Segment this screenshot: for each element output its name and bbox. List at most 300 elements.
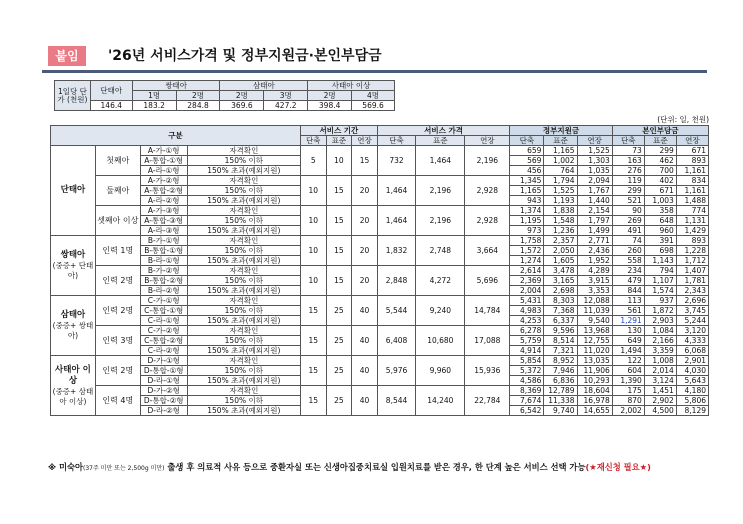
eligibility-criteria: 150% 초과(예외지원) bbox=[187, 226, 300, 236]
self-pay: 2,343 bbox=[676, 286, 708, 296]
gov-support: 2,357 bbox=[544, 236, 577, 246]
service-period: 25 bbox=[326, 296, 352, 326]
subcol: 2명 bbox=[220, 91, 264, 101]
service-period: 40 bbox=[352, 326, 378, 356]
eligibility-criteria: 자격확인 bbox=[187, 266, 300, 276]
self-pay: 3,745 bbox=[676, 306, 708, 316]
table-row bbox=[51, 296, 709, 306]
subhdr: 표준 bbox=[644, 136, 676, 146]
header-period: 서비스 기간 bbox=[300, 126, 377, 136]
service-period: 15 bbox=[300, 356, 326, 386]
eligibility-criteria: 150% 이하 bbox=[187, 366, 300, 376]
gov-support: 1,525 bbox=[544, 186, 577, 196]
gov-support: 1,525 bbox=[577, 146, 612, 156]
service-period: 15 bbox=[326, 206, 352, 236]
eligibility-criteria: 150% 이하 bbox=[187, 186, 300, 196]
gov-support: 4,289 bbox=[577, 266, 612, 276]
service-type: B-통합-②형 bbox=[140, 276, 187, 286]
service-type: C-라-①형 bbox=[140, 316, 187, 326]
table-row bbox=[51, 146, 709, 156]
gov-support: 16,978 bbox=[577, 396, 612, 406]
self-pay: 671 bbox=[676, 146, 708, 156]
self-pay: 2,014 bbox=[644, 366, 676, 376]
service-period: 20 bbox=[352, 176, 378, 206]
gov-support: 10,293 bbox=[577, 376, 612, 386]
self-pay: 649 bbox=[612, 336, 644, 346]
group-name: 사태아 이상 bbox=[55, 364, 91, 386]
self-pay: 269 bbox=[612, 216, 644, 226]
self-pay: 698 bbox=[644, 246, 676, 256]
subhdr: 단축 bbox=[510, 136, 544, 146]
gov-support: 6,278 bbox=[510, 326, 544, 336]
service-period: 15 bbox=[300, 386, 326, 416]
service-price: 22,784 bbox=[465, 386, 510, 416]
service-price: 2,196 bbox=[416, 206, 465, 236]
self-pay: 234 bbox=[612, 266, 644, 276]
self-pay: 5,244 bbox=[676, 316, 708, 326]
service-period: 15 bbox=[300, 326, 326, 356]
footnote-prefix: ※ 미숙아 bbox=[48, 462, 83, 472]
block-label: 셋째아 이상 bbox=[95, 206, 140, 236]
service-price: 2,196 bbox=[465, 146, 510, 176]
subcol: 2명 bbox=[308, 91, 352, 101]
gov-support: 4,586 bbox=[510, 376, 544, 386]
gov-support: 1,605 bbox=[544, 256, 577, 266]
gov-support: 2,369 bbox=[510, 276, 544, 286]
self-pay: 73 bbox=[612, 146, 644, 156]
block-label: 둘째아 bbox=[95, 176, 140, 206]
eligibility-criteria: 150% 초과(예외지원) bbox=[187, 406, 300, 416]
self-pay: 2,696 bbox=[676, 296, 708, 306]
self-pay: 700 bbox=[644, 166, 676, 176]
eligibility-criteria: 150% 이하 bbox=[187, 396, 300, 406]
group-label bbox=[51, 296, 96, 356]
service-type: C-가-①형 bbox=[140, 296, 187, 306]
gov-support: 2,436 bbox=[577, 246, 612, 256]
gov-support: 6,542 bbox=[510, 406, 544, 416]
daily-rate-label: 1일당 단가 (천원) bbox=[55, 81, 91, 111]
self-pay: 402 bbox=[644, 176, 676, 186]
gov-support: 1,035 bbox=[577, 166, 612, 176]
gov-support: 9,540 bbox=[577, 316, 612, 326]
service-type: B-라-①형 bbox=[140, 256, 187, 266]
service-type: A-라-③형 bbox=[140, 226, 187, 236]
service-type: D-통합-②형 bbox=[140, 396, 187, 406]
gov-support: 1,572 bbox=[510, 246, 544, 256]
self-pay: 1,429 bbox=[676, 226, 708, 236]
self-pay: 130 bbox=[612, 326, 644, 336]
self-pay: 1,712 bbox=[676, 256, 708, 266]
subhdr: 연장 bbox=[465, 136, 510, 146]
gov-support: 1,499 bbox=[577, 226, 612, 236]
gov-support: 8,514 bbox=[544, 336, 577, 346]
eligibility-criteria: 150% 초과(예외지원) bbox=[187, 316, 300, 326]
service-type: A-라-②형 bbox=[140, 196, 187, 206]
service-price: 1,832 bbox=[377, 236, 415, 266]
rate-value: 427.2 bbox=[264, 101, 308, 111]
self-pay: 1,228 bbox=[676, 246, 708, 256]
eligibility-criteria: 150% 초과(예외지원) bbox=[187, 346, 300, 356]
eligibility-criteria: 자격확인 bbox=[187, 386, 300, 396]
gov-support: 7,368 bbox=[544, 306, 577, 316]
service-type: D-가-②형 bbox=[140, 386, 187, 396]
rate-value: 369.6 bbox=[220, 101, 264, 111]
group-label bbox=[51, 236, 96, 296]
gov-support: 12,088 bbox=[577, 296, 612, 306]
service-price: 5,544 bbox=[377, 296, 415, 326]
self-pay: 6,068 bbox=[676, 346, 708, 356]
self-pay: 5,643 bbox=[676, 376, 708, 386]
self-pay: 2,166 bbox=[644, 336, 676, 346]
self-pay: 462 bbox=[644, 156, 676, 166]
self-pay: 1,451 bbox=[644, 386, 676, 396]
gov-support: 2,154 bbox=[577, 206, 612, 216]
gov-support: 1,797 bbox=[577, 216, 612, 226]
block-label: 인력 2명 bbox=[95, 356, 140, 386]
gov-support: 14,655 bbox=[577, 406, 612, 416]
self-pay: 1,407 bbox=[676, 266, 708, 276]
self-pay: 1,143 bbox=[644, 256, 676, 266]
self-pay: 1,084 bbox=[644, 326, 676, 336]
footnote-text: 출생 후 의료적 사유 등으로 중환자실 또는 신생아집중치료실 입원치료를 받은 경우, 한 단계 높은 서비스 선택 가능 bbox=[164, 462, 586, 472]
footnote-small: (37주 미만 또는 2,500g 미만) bbox=[83, 465, 165, 472]
header-gubun: 구분 bbox=[51, 126, 301, 146]
self-pay: 3,120 bbox=[676, 326, 708, 336]
service-price: 5,696 bbox=[465, 266, 510, 296]
service-type: B-통합-①형 bbox=[140, 246, 187, 256]
gov-support: 11,039 bbox=[577, 306, 612, 316]
gov-support: 1,548 bbox=[544, 216, 577, 226]
gov-support: 12,755 bbox=[577, 336, 612, 346]
self-pay: 175 bbox=[612, 386, 644, 396]
gov-support: 659 bbox=[510, 146, 544, 156]
self-pay: 479 bbox=[612, 276, 644, 286]
service-type: A-가-①형 bbox=[140, 146, 187, 156]
gov-support: 1,236 bbox=[544, 226, 577, 236]
footnote bbox=[48, 461, 651, 473]
footnote-reapply: (★재신청 필요★) bbox=[585, 462, 651, 472]
self-pay: 4,180 bbox=[676, 386, 708, 396]
group-sub: (중증+ 단태아) bbox=[52, 261, 94, 280]
service-period: 40 bbox=[352, 296, 378, 326]
service-price: 14,240 bbox=[416, 386, 465, 416]
group-name: 단태아 bbox=[60, 185, 86, 195]
self-pay: 163 bbox=[612, 156, 644, 166]
subhdr: 연장 bbox=[352, 136, 378, 146]
self-pay: 2,902 bbox=[644, 396, 676, 406]
service-period: 25 bbox=[326, 326, 352, 356]
gov-support: 3,165 bbox=[544, 276, 577, 286]
gov-support: 764 bbox=[544, 166, 577, 176]
header-self: 본인부담금 bbox=[612, 126, 708, 136]
subcol: 2명 bbox=[176, 91, 220, 101]
col-quads: 사태아 이상 bbox=[308, 81, 395, 91]
gov-support: 2,771 bbox=[577, 236, 612, 246]
service-type: A-통합-①형 bbox=[140, 156, 187, 166]
subhdr: 단축 bbox=[300, 136, 326, 146]
group-sub: (중증+ 쌍태아) bbox=[52, 321, 94, 340]
self-pay: 1,291 bbox=[612, 316, 644, 326]
self-pay: 4,333 bbox=[676, 336, 708, 346]
gov-support: 11,020 bbox=[577, 346, 612, 356]
self-pay: 794 bbox=[644, 266, 676, 276]
table-row bbox=[51, 356, 709, 366]
service-price: 2,748 bbox=[416, 236, 465, 266]
self-pay: 299 bbox=[612, 186, 644, 196]
self-pay: 604 bbox=[612, 366, 644, 376]
service-period: 5 bbox=[300, 146, 326, 176]
service-type: B-가-②형 bbox=[140, 266, 187, 276]
gov-support: 1,165 bbox=[510, 186, 544, 196]
service-type: C-통합-②형 bbox=[140, 336, 187, 346]
header-price: 서비스 가격 bbox=[377, 126, 509, 136]
gov-support: 8,952 bbox=[544, 356, 577, 366]
gov-support: 18,604 bbox=[577, 386, 612, 396]
self-pay: 521 bbox=[612, 196, 644, 206]
service-price: 2,196 bbox=[416, 176, 465, 206]
service-price: 14,784 bbox=[465, 296, 510, 326]
subhdr: 연장 bbox=[676, 136, 708, 146]
gov-support: 3,353 bbox=[577, 286, 612, 296]
service-type: D-가-①형 bbox=[140, 356, 187, 366]
gov-support: 7,674 bbox=[510, 396, 544, 406]
self-pay: 1,390 bbox=[612, 376, 644, 386]
eligibility-criteria: 150% 초과(예외지원) bbox=[187, 376, 300, 386]
gov-support: 1,002 bbox=[544, 156, 577, 166]
eligibility-criteria: 150% 초과(예외지원) bbox=[187, 166, 300, 176]
self-pay: 1,494 bbox=[612, 346, 644, 356]
gov-support: 1,274 bbox=[510, 256, 544, 266]
gov-support: 943 bbox=[510, 196, 544, 206]
self-pay: 358 bbox=[644, 206, 676, 216]
gov-support: 2,698 bbox=[544, 286, 577, 296]
service-price: 2,928 bbox=[465, 206, 510, 236]
service-price: 17,088 bbox=[465, 326, 510, 356]
gov-support: 6,337 bbox=[544, 316, 577, 326]
group-name: 삼태아 bbox=[60, 310, 86, 320]
rate-value: 146.4 bbox=[90, 101, 132, 111]
service-period: 15 bbox=[300, 296, 326, 326]
self-pay: 893 bbox=[676, 156, 708, 166]
gov-support: 7,321 bbox=[544, 346, 577, 356]
self-pay: 3,124 bbox=[644, 376, 676, 386]
service-period: 15 bbox=[326, 176, 352, 206]
service-period: 15 bbox=[326, 266, 352, 296]
eligibility-criteria: 150% 이하 bbox=[187, 246, 300, 256]
service-type: A-통합-③형 bbox=[140, 216, 187, 226]
service-type: D-라-①형 bbox=[140, 376, 187, 386]
subcol: 1명 bbox=[132, 91, 176, 101]
subhdr: 표준 bbox=[544, 136, 577, 146]
self-pay: 834 bbox=[676, 176, 708, 186]
self-pay: 119 bbox=[612, 176, 644, 186]
page-title: '26년 서비스가격 및 정부지원금·본인부담금 bbox=[108, 48, 382, 64]
gov-support: 7,946 bbox=[544, 366, 577, 376]
eligibility-criteria: 자격확인 bbox=[187, 236, 300, 246]
service-type: A-가-②형 bbox=[140, 176, 187, 186]
self-pay: 491 bbox=[612, 226, 644, 236]
rate-value: 183.2 bbox=[132, 101, 176, 111]
block-label: 첫째아 bbox=[95, 146, 140, 176]
self-pay: 1,003 bbox=[644, 196, 676, 206]
header-gov: 정부지원금 bbox=[510, 126, 613, 136]
service-price: 9,240 bbox=[416, 296, 465, 326]
gov-support: 569 bbox=[510, 156, 544, 166]
self-pay: 1,488 bbox=[676, 196, 708, 206]
self-pay: 870 bbox=[612, 396, 644, 406]
service-type: C-통합-①형 bbox=[140, 306, 187, 316]
gov-support: 1,193 bbox=[544, 196, 577, 206]
gov-support: 2,094 bbox=[577, 176, 612, 186]
service-price: 6,408 bbox=[377, 326, 415, 356]
service-price: 1,464 bbox=[377, 206, 415, 236]
service-type: D-통합-①형 bbox=[140, 366, 187, 376]
self-pay: 1,574 bbox=[644, 286, 676, 296]
self-pay: 74 bbox=[612, 236, 644, 246]
table-row bbox=[51, 176, 709, 186]
self-pay: 113 bbox=[612, 296, 644, 306]
service-period: 25 bbox=[326, 386, 352, 416]
service-type: C-가-②형 bbox=[140, 326, 187, 336]
eligibility-criteria: 150% 이하 bbox=[187, 306, 300, 316]
gov-support: 5,759 bbox=[510, 336, 544, 346]
gov-support: 5,372 bbox=[510, 366, 544, 376]
service-period: 20 bbox=[352, 266, 378, 296]
self-pay: 391 bbox=[644, 236, 676, 246]
service-price: 732 bbox=[377, 146, 415, 176]
gov-support: 1,838 bbox=[544, 206, 577, 216]
service-period: 40 bbox=[352, 356, 378, 386]
block-label: 인력 2명 bbox=[95, 266, 140, 296]
gov-support: 1,165 bbox=[544, 146, 577, 156]
gov-support: 1,374 bbox=[510, 206, 544, 216]
eligibility-criteria: 150% 초과(예외지원) bbox=[187, 256, 300, 266]
self-pay: 558 bbox=[612, 256, 644, 266]
service-price: 2,848 bbox=[377, 266, 415, 296]
service-price: 15,936 bbox=[465, 356, 510, 386]
service-price: 3,664 bbox=[465, 236, 510, 266]
attachment-badge: 붙임 bbox=[48, 46, 86, 66]
block-label: 인력 1명 bbox=[95, 236, 140, 266]
service-period: 15 bbox=[326, 236, 352, 266]
subhdr: 표준 bbox=[326, 136, 352, 146]
self-pay: 1,161 bbox=[676, 166, 708, 176]
rate-value: 398.4 bbox=[308, 101, 352, 111]
gov-support: 13,035 bbox=[577, 356, 612, 366]
service-period: 15 bbox=[352, 146, 378, 176]
gov-support: 1,195 bbox=[510, 216, 544, 226]
gov-support: 11,338 bbox=[544, 396, 577, 406]
gov-support: 5,431 bbox=[510, 296, 544, 306]
self-pay: 960 bbox=[644, 226, 676, 236]
self-pay: 1,008 bbox=[644, 356, 676, 366]
self-pay: 8,129 bbox=[676, 406, 708, 416]
service-period: 10 bbox=[300, 266, 326, 296]
gov-support: 1,767 bbox=[577, 186, 612, 196]
rate-value: 569.6 bbox=[352, 101, 395, 111]
subhdr: 연장 bbox=[577, 136, 612, 146]
eligibility-criteria: 150% 이하 bbox=[187, 156, 300, 166]
eligibility-criteria: 자격확인 bbox=[187, 326, 300, 336]
eligibility-criteria: 150% 초과(예외지원) bbox=[187, 286, 300, 296]
gov-support: 1,758 bbox=[510, 236, 544, 246]
service-type: A-라-①형 bbox=[140, 166, 187, 176]
self-pay: 648 bbox=[644, 216, 676, 226]
gov-support: 2,050 bbox=[544, 246, 577, 256]
self-pay: 2,903 bbox=[644, 316, 676, 326]
service-period: 20 bbox=[352, 206, 378, 236]
self-pay: 561 bbox=[612, 306, 644, 316]
gov-support: 9,596 bbox=[544, 326, 577, 336]
service-type: A-통합-②형 bbox=[140, 186, 187, 196]
self-pay: 893 bbox=[676, 236, 708, 246]
self-pay: 774 bbox=[676, 206, 708, 216]
gov-support: 11,906 bbox=[577, 366, 612, 376]
self-pay: 276 bbox=[612, 166, 644, 176]
service-price: 8,544 bbox=[377, 386, 415, 416]
gov-support: 9,740 bbox=[544, 406, 577, 416]
self-pay: 2,901 bbox=[676, 356, 708, 366]
self-pay: 1,781 bbox=[676, 276, 708, 286]
eligibility-criteria: 자격확인 bbox=[187, 206, 300, 216]
unit-label: (단위: 일, 천원) bbox=[657, 115, 709, 124]
subhdr: 표준 bbox=[416, 136, 465, 146]
subhdr: 단축 bbox=[612, 136, 644, 146]
service-price: 4,272 bbox=[416, 266, 465, 296]
service-period: 10 bbox=[326, 146, 352, 176]
service-price: 5,976 bbox=[377, 356, 415, 386]
gov-support: 8,369 bbox=[510, 386, 544, 396]
table-row bbox=[51, 236, 709, 246]
table-row bbox=[51, 386, 709, 396]
service-price: 2,928 bbox=[465, 176, 510, 206]
gov-support: 2,614 bbox=[510, 266, 544, 276]
self-pay: 90 bbox=[612, 206, 644, 216]
service-period: 20 bbox=[352, 236, 378, 266]
service-price: 9,960 bbox=[416, 356, 465, 386]
col-single: 단태아 bbox=[90, 81, 132, 101]
col-twins: 쌍태아 bbox=[132, 81, 220, 91]
rate-value: 284.8 bbox=[176, 101, 220, 111]
gov-support: 4,253 bbox=[510, 316, 544, 326]
self-pay: 299 bbox=[644, 146, 676, 156]
group-sub: (중증+ 삼태아 이상) bbox=[52, 386, 94, 406]
eligibility-criteria: 150% 이하 bbox=[187, 216, 300, 226]
subcol: 4명 bbox=[352, 91, 395, 101]
gov-support: 1,794 bbox=[544, 176, 577, 186]
gov-support: 3,915 bbox=[577, 276, 612, 286]
service-period: 10 bbox=[300, 236, 326, 266]
service-period: 10 bbox=[300, 176, 326, 206]
table-row bbox=[51, 326, 709, 336]
title-bar bbox=[42, 44, 707, 73]
service-type: C-라-②형 bbox=[140, 346, 187, 356]
service-period: 25 bbox=[326, 356, 352, 386]
group-name: 쌍태아 bbox=[60, 250, 86, 260]
gov-support: 6,836 bbox=[544, 376, 577, 386]
block-label: 인력 3명 bbox=[95, 326, 140, 356]
gov-support: 4,914 bbox=[510, 346, 544, 356]
self-pay: 844 bbox=[612, 286, 644, 296]
self-pay: 1,161 bbox=[676, 186, 708, 196]
self-pay: 5,806 bbox=[676, 396, 708, 406]
gov-support: 8,303 bbox=[544, 296, 577, 306]
block-label: 인력 2명 bbox=[95, 296, 140, 326]
eligibility-criteria: 자격확인 bbox=[187, 146, 300, 156]
block-label: 인력 4명 bbox=[95, 386, 140, 416]
eligibility-criteria: 150% 이하 bbox=[187, 336, 300, 346]
table-row bbox=[51, 206, 709, 216]
